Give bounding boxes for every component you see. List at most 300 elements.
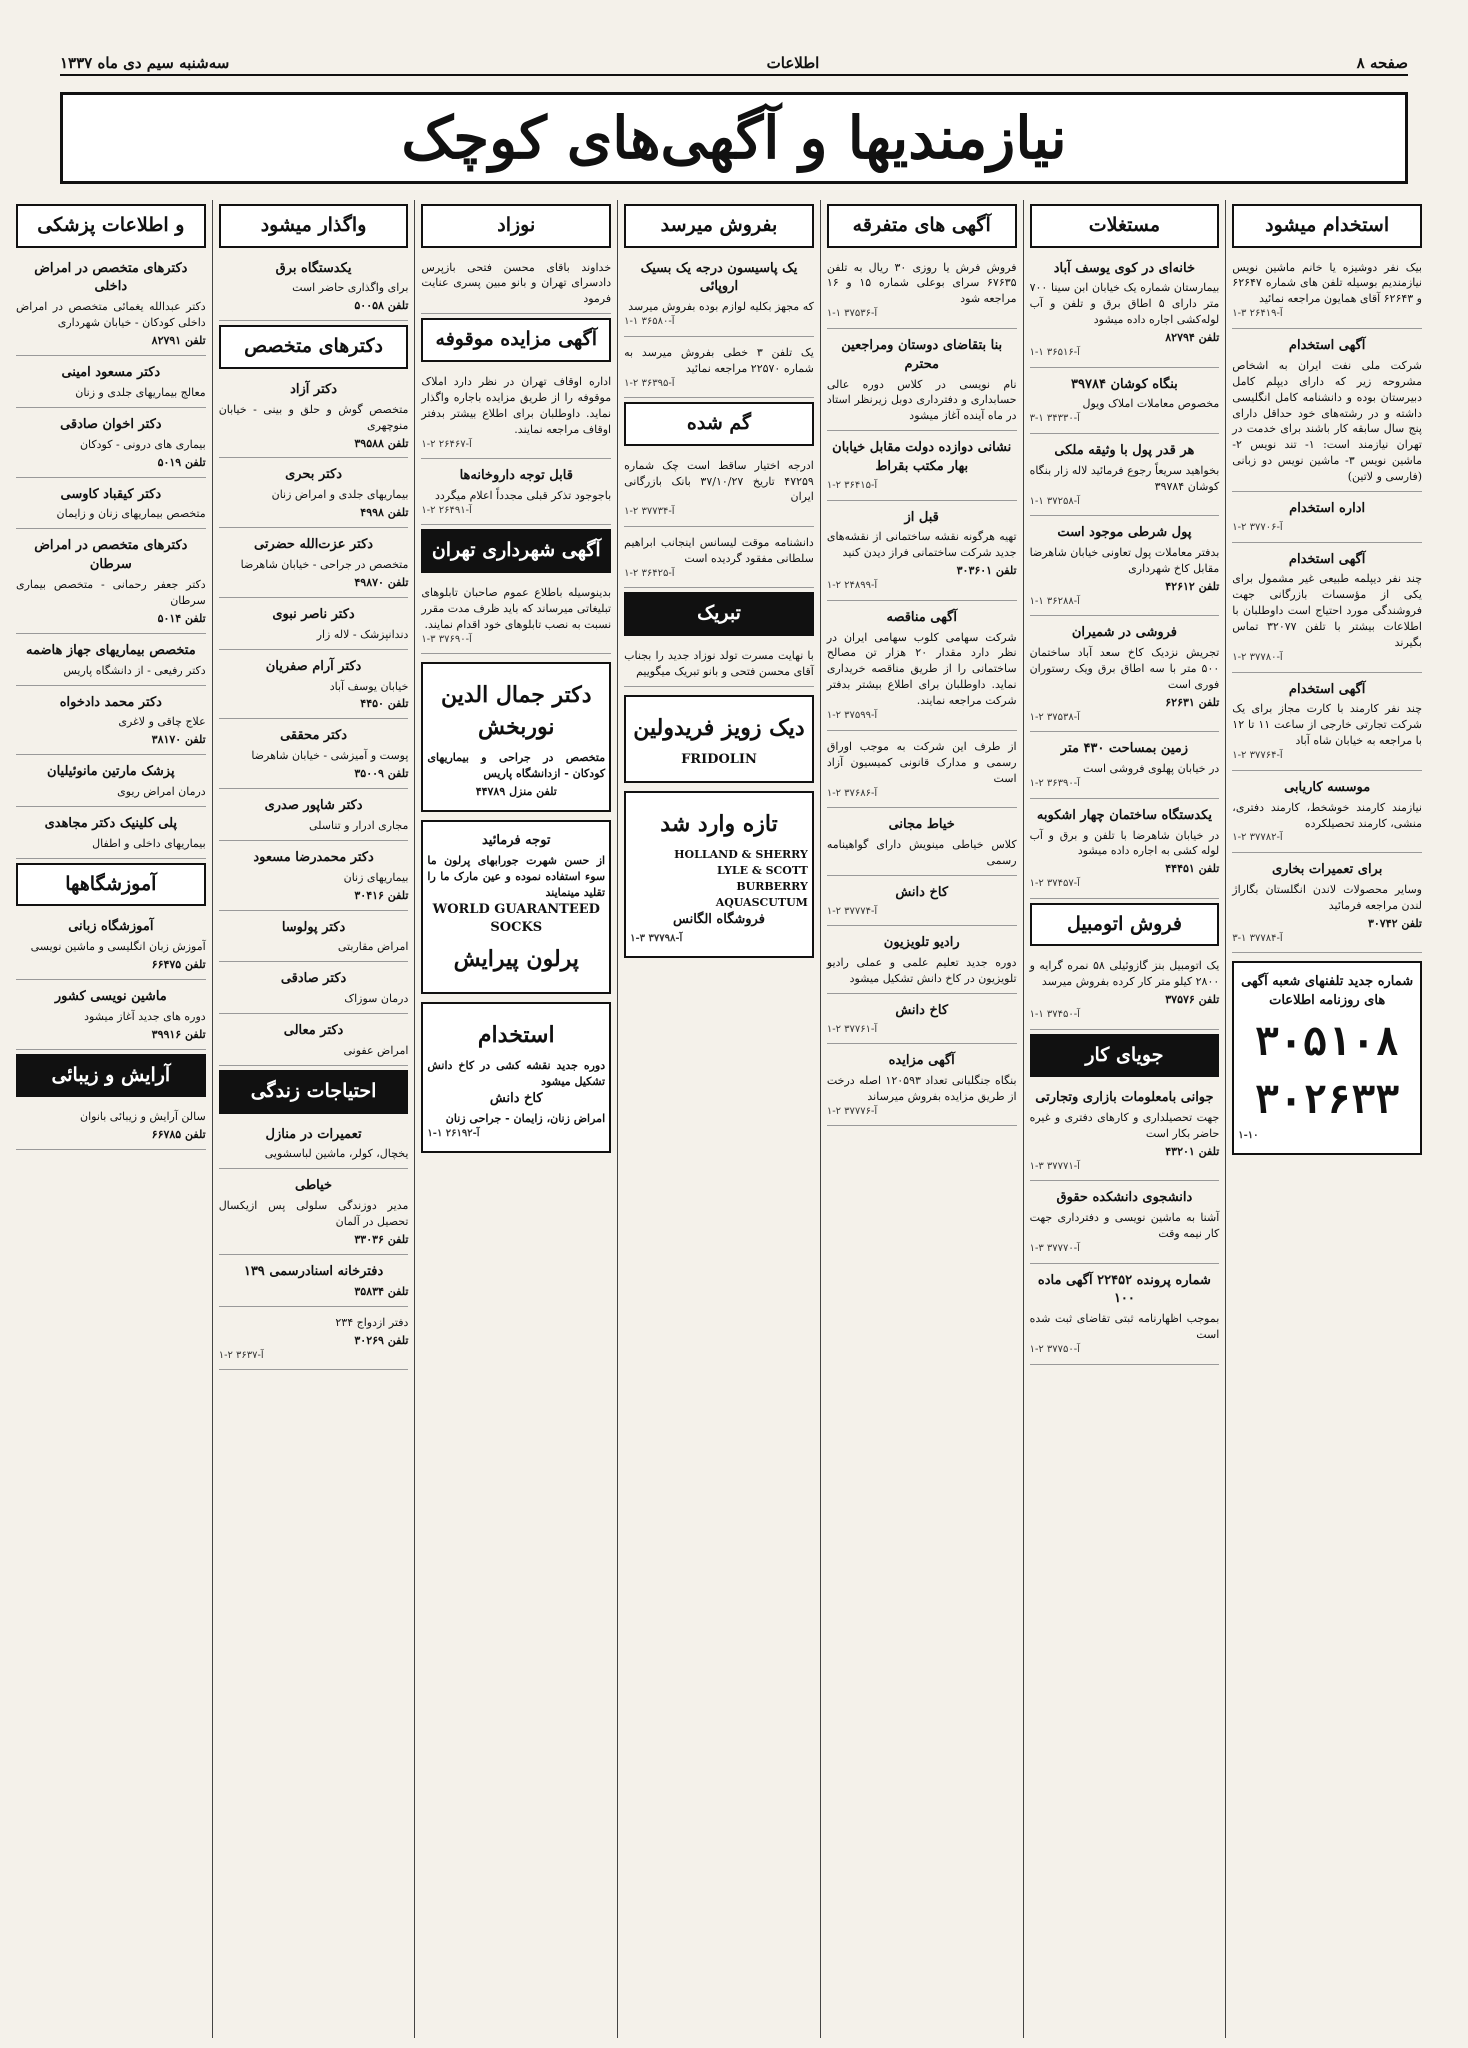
ad-item: [219, 1311, 409, 1370]
ad-text: در خیابان پهلوی فروشی است: [1082, 762, 1220, 776]
ad-item: [827, 605, 1017, 731]
ad-item: [219, 377, 409, 459]
column-6: [212, 200, 415, 2038]
ad-phone: تلفن ۳۵۸۳۴: [354, 1284, 409, 1298]
column-heading: استخدام میشود: [1232, 204, 1422, 248]
column-heading: بفروش میرسد: [624, 204, 814, 248]
ad-text: مدیر دوزندگی سلولی پس ازیکسال تحصیل در آلمان: [218, 1199, 409, 1229]
ad-item: [827, 735, 1017, 808]
page-header: [60, 52, 1408, 76]
ad-title: دکتر مسعود امینی: [61, 365, 161, 381]
perlon-product-name: پرلون پیرایش: [453, 946, 579, 973]
ad-text: علاج چاقی و لاغری: [118, 715, 206, 729]
ad-title: قابل توجه داروخانه‌ها: [459, 468, 573, 484]
ad-phone: تلفن ۸۲۷۹۴: [1165, 331, 1220, 345]
banner-title: نیازمندیها و آگهی‌های کوچک: [401, 104, 1067, 172]
ad-title: دکتر محمدرضا مسعود: [253, 849, 374, 865]
ad-reference: آ-۳۷۲۵۸ ۱-۱: [1029, 495, 1080, 507]
ad-title: هر قدر پول با وثیقه ملکی: [1054, 442, 1195, 458]
ad-item: [16, 482, 206, 530]
ad-phone: تلفن ۳۰۳۶۰۱: [956, 564, 1017, 578]
ad-phone: تلفن ۳۷۵۷۶: [1165, 993, 1220, 1007]
column-2: [1023, 200, 1226, 2038]
ad-title: پول شرطی موجود است: [1057, 525, 1192, 541]
ad-title: اداره استخدام: [1289, 501, 1366, 517]
ad-title: دکترهای متخصص در امراض داخلی: [34, 260, 188, 295]
ad-title: شماره پرونده ۲۲۴۵۲ آگهی ماده ۱۰۰: [1037, 1272, 1211, 1307]
ad-title: دکتر اخوان صادقی: [60, 416, 162, 432]
product-name: دیک زویز فریدولین: [633, 714, 805, 741]
ad-reference: آ-۳۷۷۶۱ ۲-۱: [826, 1023, 878, 1035]
ad-text: با نهایت مسرت تولد نوزاد جدید را بجناب آقای محسن فتحی و بانو تبریک میگوییم: [624, 648, 814, 678]
ad-item: [1232, 256, 1422, 329]
column-heading: و اطلاعات پزشکی: [16, 204, 206, 248]
ad-title: برای تعمیرات بخاری: [1271, 861, 1383, 877]
ad-title: دکتر آرام صفریان: [265, 658, 362, 674]
ad-item: [827, 930, 1017, 994]
ad-item: [219, 793, 409, 841]
clinic-ref: آ-۲۶۱۹۲ ۱-۱: [427, 1127, 480, 1139]
ad-item: [16, 759, 206, 807]
ad-title: دکتر آزاد: [290, 381, 337, 397]
ad-phone: تلفن ۵۰۰۵۸: [354, 299, 409, 313]
ad-text: جهت تحصیلداری و کارهای دفتری و غیره حاضر بکار است: [1029, 1111, 1220, 1141]
column-5: [414, 200, 617, 2038]
phone-notice-title: شماره جدید تلفنهای شعبه آگهی های روزنامه اطلاعات: [1241, 974, 1414, 1008]
hire-title: استخدام: [477, 1022, 555, 1049]
ad-reference: آ-۳۷۷۷۱ ۳-۱: [1029, 1160, 1080, 1172]
ad-text: بدینوسیله باطلاع عموم صاحبان تابلوهای تبلیغاتی میرساند که باید ظرف مدت مقرر نسبت به نصب تابلوهای خود اقدام نمایند.: [421, 585, 612, 631]
ad-item: [16, 914, 206, 980]
ad-phone: تلفن ۴۲۶۱۲: [1165, 579, 1220, 593]
ad-text: باجوجود تذکر قبلی مجدداً اعلام میگردد: [434, 489, 612, 502]
ad-item: [219, 654, 409, 720]
ad-item: [827, 256, 1017, 329]
ad-title: دکتر ناصر نبوی: [272, 606, 355, 622]
ad-item: [827, 333, 1017, 432]
ad-reference: آ-۳۴۳۳۰ ۱-۳: [1029, 413, 1080, 425]
ad-title: آگهی استخدام: [1288, 337, 1366, 353]
ad-title: متخصص بیماریهای جهاز هاضمه: [25, 642, 196, 658]
ad-item: [1030, 438, 1220, 516]
section-heading: آرایش و زیبائی: [16, 1054, 206, 1098]
ad-item: [624, 341, 814, 398]
notice-title: توجه فرمائید: [481, 832, 551, 848]
ad-item: [1232, 775, 1422, 853]
ad-item: [1030, 736, 1220, 798]
ad-title: دفترخانه اسنادرسمی ۱۳۹: [243, 1263, 384, 1279]
ad-item: [1030, 1085, 1220, 1181]
hire-text: دوره جدید نقشه کشی در کاخ دانش تشکیل میشود: [427, 1059, 606, 1088]
ad-title: دکتر صادقی: [280, 971, 347, 987]
ad-title: دکتر شاپور صدری: [264, 798, 363, 814]
brand-name: HOLLAND & SHERRY: [674, 848, 808, 862]
column-4: [617, 200, 820, 2038]
ad-item: [16, 690, 206, 756]
ad-item: [16, 360, 206, 408]
ad-text: بنگاه جنگلبانی تعداد ۱۲۰۵۹۳ اصله درخت از طریق مزایده بفروش میرساند: [826, 1074, 1017, 1103]
ad-title: یکدستگاه برق: [275, 260, 352, 276]
ad-title: تعمیرات در منازل: [265, 1126, 362, 1142]
section-heading: گم شده: [624, 402, 814, 446]
ad-title: جوانی بامعلومات بازاری وتجارتی: [1035, 1090, 1214, 1106]
ad-item: [16, 811, 206, 859]
ad-item: [219, 966, 409, 1014]
ad-phone: تلفن ۵۰۱۹: [157, 455, 206, 469]
ad-text: دوره های جدید آغاز میشود: [84, 1010, 206, 1023]
ad-reference: آ-۳۷۷۵۰ ۲-۱: [1029, 1344, 1080, 1356]
ad-title: آموزشگاه زبانی: [68, 919, 154, 935]
ad-item: [1232, 857, 1422, 953]
ad-phone: تلفن ۴۹۸۷۰: [354, 575, 409, 589]
ad-text: بیماریهای زنان: [343, 870, 409, 884]
ad-phone: تلفن ۶۶۷۸۵: [151, 1128, 206, 1142]
ad-text: درمان امراض ریوی: [117, 785, 206, 799]
ad-text: امراض مقاربتی: [337, 940, 409, 954]
ad-reference: آ-۳۷۵۳۶ ۱-۱: [826, 308, 878, 320]
ad-text: بیماریهای جلدی و امراض زنان: [271, 488, 409, 502]
ad-reference: آ-۳۷۷۳۴ ۲-۱: [624, 506, 675, 518]
ad-item: [1030, 520, 1220, 616]
ad-title: موسسه کاریابی: [1284, 779, 1371, 795]
ad-item: [1232, 496, 1422, 542]
ad-text: نام نویسی در کلاس دوره عالی حسابداری و دفترداری دوبل زیرنظر استاد در ماه آینده آغاز میشود: [826, 377, 1017, 423]
ad-title: رادیو تلویزیون: [883, 935, 960, 951]
section-heading: فروش اتومبیل: [1030, 903, 1220, 947]
fabric-ad-title: تازه وارد شد: [660, 811, 778, 838]
ad-reference: آ-۳۶۵۸۰ ۱-۱: [624, 316, 675, 328]
ad-phone: تلفن ۶۶۴۷۵: [151, 958, 206, 972]
ad-text: دوره جدید تعلیم علمی و عملی رادیو تلویزیون در کاخ دانش تشکیل میشود: [826, 955, 1017, 985]
ad-item: [1030, 256, 1220, 368]
ad-reference: آ-۳۷۶۸۶ ۲-۱: [826, 787, 878, 799]
ad-title: زمین بمساحت ۴۳۰ متر: [1060, 741, 1188, 757]
ad-title: دکتر کیقباد کاوسی: [60, 486, 162, 502]
ad-item: [219, 723, 409, 789]
ad-phone: تلفن ۴۹۹۸: [360, 506, 409, 520]
ad-title: آگهی استخدام: [1288, 681, 1366, 697]
ad-title: خیاطی: [294, 1178, 333, 1194]
column-3: [820, 200, 1023, 2038]
ad-reference: آ-۲۴۸۹۹ ۲-۱: [826, 580, 878, 592]
section-heading: آموزشگاهها: [16, 863, 206, 907]
fabric-ad: [624, 791, 814, 958]
ad-item: [219, 256, 409, 322]
ad-title: ماشین نویسی کشور: [54, 989, 167, 1005]
ad-reference: آ-۳۷۴۵۷ ۲-۱: [1029, 878, 1080, 890]
ad-item: [827, 998, 1017, 1044]
ad-item: [16, 412, 206, 478]
ad-text: کلاس خیاطی مینویش دارای گواهینامه رسمی: [826, 837, 1017, 867]
ad-title: کاخ دانش: [895, 1002, 949, 1018]
paper-name: اطلاعات: [766, 54, 820, 72]
ad-columns: [10, 200, 1428, 2038]
fridolin-ad: [624, 695, 814, 784]
ad-title: یک پاسیسون درجه یک بسیک اروپائی: [640, 260, 798, 295]
ad-reference: آ-۳۶۳۹۵ ۲-۱: [624, 377, 675, 389]
ad-text: دانشنامه موقت لیسانس اینجانب ابراهیم سلطانی مفقود گردیده است: [624, 535, 814, 565]
phone-number: ۳۰۵۱۰۸: [1254, 1018, 1400, 1065]
ad-text: بیماری های درونی - کودکان: [79, 437, 206, 451]
ad-phone: تلفن ۳۵۰۰۹: [354, 767, 409, 781]
ad-text: متخصص بیماریهای زنان و زایمان: [56, 507, 206, 521]
ad-text: بیمارستان شماره یک خیابان ابن سینا ۷۰۰ متر دارای ۵ اطاق برق و تلفن و آب لوله‌کشی اجاره داده میشود: [1029, 281, 1220, 327]
ad-item: [827, 435, 1017, 500]
ad-reference: آ-۳۷۷۶۴ ۲-۱: [1232, 750, 1283, 762]
ad-title: خیاط مجانی: [888, 817, 955, 833]
ad-text: برای واگذاری حاضر است: [292, 281, 409, 295]
ad-text: متخصص گوش و حلق و بینی - خیابان منوچهری: [218, 402, 409, 432]
ad-item: [827, 812, 1017, 876]
ad-item: [16, 533, 206, 634]
ad-title: پزشک مارتین مانوئیلیان: [47, 764, 175, 780]
ad-text: نیازمند کارمند خوشخط، کارمند دفتری، منشی، کارمند تحصیلکرده: [1232, 800, 1422, 830]
ad-item: [1030, 1185, 1220, 1263]
ad-reference: آ-۳۷۵۳۸ ۲-۱: [1029, 711, 1080, 723]
ad-title: یکدستگاه ساختمان چهار اشکوبه: [1036, 807, 1212, 823]
ad-text: بموجب اظهارنامه ثبتی تقاضای ثبت شده است: [1029, 1312, 1220, 1342]
ad-text: خیابان یوسف آباد: [329, 679, 409, 693]
ad-text: معالج بیماریهای جلدی و زنان: [75, 385, 206, 399]
section-heading: دکترهای متخصص: [219, 325, 409, 369]
ad-item: [219, 532, 409, 598]
phone-notice-ref: ۱-۱۰: [1238, 1129, 1259, 1141]
ad-title: دکتر عزت‌الله حضرتی: [254, 537, 374, 553]
ad-phone: تلفن ۳۹۹۱۶: [151, 1027, 206, 1041]
ad-title: نشانی دوازده دولت مقابل خیابان بهار مکتب بقراط: [832, 440, 1012, 475]
ad-text: ادرجه اختیار ساقط است چک شماره ۴۷۲۵۹ تاریخ ۳۷/۱۰/۲۷ بانک بازرگانی ایران: [624, 458, 814, 504]
ad-phone: تلفن ۴۴۴۵۱: [1165, 862, 1220, 876]
doctor-name: دکتر جمال الدین نوربخش: [440, 682, 592, 741]
ad-title: قبل از: [904, 509, 939, 525]
ad-item: [421, 581, 611, 654]
ad-reference: آ-۳۷۷۸۲ ۲-۱: [1232, 832, 1283, 844]
ad-item: [1232, 677, 1422, 771]
section-heading: جویای کار: [1030, 1034, 1220, 1078]
ad-text: درمان سوزاک: [344, 992, 409, 1006]
ad-phone: تلفن ۳۰۴۱۶: [354, 888, 409, 902]
ad-item: [219, 915, 409, 963]
ad-phone: تلفن ۳۹۵۸۸: [354, 436, 409, 450]
perlon-ad: [421, 820, 611, 994]
ad-item: [219, 1259, 409, 1307]
ad-item: [219, 462, 409, 528]
ad-item: [624, 644, 814, 687]
ad-text: بخواهید سریعاً رجوع فرمائید لاله زار بنگاه کوشان ۳۹۷۸۴: [1029, 463, 1220, 493]
ad-title: دکتر بحری: [285, 467, 343, 483]
doctor-ad: [421, 662, 611, 812]
ad-text: پوست و آمیزشی - خیابان شاهرضا: [251, 749, 409, 763]
hire-ad: [421, 1002, 611, 1153]
notice-text: از حسن شهرت جورابهای پرلون ما سوء استفاده نموده و عین مارک ما را تقلید مینمایند: [427, 853, 606, 899]
ad-item: [16, 984, 206, 1050]
section-heading: آگهی شهرداری تهران: [421, 529, 611, 573]
ad-reference: آ-۳۶۳۷ ۲-۱: [218, 1349, 264, 1361]
ad-text: شرکت ملی نفت ایران به اشخاص مشروحه زیر که دارای دیپلم کامل دبیرستان بوده و دانشنامه کامل انگلیسی داشته و در رشته‌های خود حداقل دارای پنج سال سابقه کار باشند برای خدمت در تهران نیازمند است: ۱- تند نویس ۲- ماشین نویس ۳- ماشین نویس دو زبانی (فارسی و لاتین): [1232, 358, 1422, 484]
ad-text: که مجهز بکلیه لوازم بوده بفروش میرسد: [628, 300, 814, 314]
column-heading: نوزاد: [421, 204, 611, 248]
ad-title: دکتر معالی: [283, 1023, 344, 1039]
ad-item: [1030, 620, 1220, 732]
ad-text: دکتر عبدالله یغمائی متخصص در امراض داخلی کودکان - خیابان شهرداری: [15, 300, 206, 330]
ad-text: شرکت سهامی کلوب سهامی ایران در نظر دارد مقدار ۲۰ هزار تن مصالح ساختمانی را از طریق مناقصه خریداری نماید. داوطلبان برای اطلاع بیشتر بدفتر شرکت مراجعه نمایند.: [826, 630, 1017, 708]
ad-text: یک اتومبیل بنز گازوئیلی ۵۸ نمره گرایه و ۲۸۰۰ کیلو متر کار کرده بفروش میرسد: [1029, 959, 1220, 989]
ad-reference: آ-۳۷۴۵۰ ۱-۱: [1029, 1009, 1080, 1021]
ad-item: [624, 454, 814, 527]
ad-reference: آ-۳۷۷۰۶ ۲-۱: [1232, 522, 1283, 534]
section-heading: آگهی مزایده موقوفه: [421, 318, 611, 362]
ad-item: [1030, 954, 1220, 1029]
ad-item: [16, 638, 206, 686]
ad-reference: آ-۳۷۷۸۰ ۲-۱: [1232, 652, 1283, 664]
ad-text: وسایر محصولات لاندن انگلستان بگاراژ لندن مراجعه فرمائید: [1232, 882, 1422, 912]
ad-title: بنا بتقاضای دوستان ومراجعین محترم: [841, 337, 1003, 372]
ad-title: فروشی در شمیران: [1071, 625, 1178, 641]
ad-item: [219, 1018, 409, 1066]
ad-item: [624, 256, 814, 337]
ad-title: بنگاه کوشان ۳۹۷۸۴: [1071, 376, 1178, 392]
ad-title: پلی کلینیک دکتر مجاهدی: [44, 816, 178, 832]
ad-title: خانه‌ای در کوی یوسف آباد: [1053, 260, 1196, 276]
ad-text: سالن آرایش و زیبائی بانوان: [80, 1110, 206, 1124]
ad-item: [16, 1105, 206, 1150]
ad-text: متخصص در جراحی - خیابان شاهرضا: [240, 558, 409, 572]
ad-item: [421, 256, 611, 315]
ad-text: چند نفر کارمند با کارت مجاز برای یک شرکت تجارتی خارجی از ساعت ۱۱ تا ۱۲ با مراجعه به خیابان شاه آباد: [1232, 702, 1422, 748]
section-heading: احتیاجات زندگی: [219, 1070, 409, 1114]
ad-text: مخصوص معاملات املاک ویول: [1082, 397, 1220, 411]
brand-name: LYLE & SCOTT: [716, 864, 808, 878]
ad-item: [827, 880, 1017, 926]
ad-text: دکتر جعفر رحمانی - متخصص بیماری سرطان: [15, 578, 206, 607]
ad-item: [1232, 333, 1422, 492]
product-latin-name: FRIDOLIN: [681, 751, 757, 767]
page-date: سه‌شنبه سیم دی ماه ۱۳۳۷: [60, 54, 230, 72]
ad-title: آگهی استخدام: [1288, 551, 1366, 567]
ad-text: چند نفر دیپلمه طبیعی غیر مشمول برای یکی از مؤسسات بازرگانی جهت فروشندگی مورد احتیاج است داوطلبان با اطلاعات بیشتر با تلفن ۳۲۰۷۷ تماس بگیرند: [1232, 572, 1422, 650]
phone-notice-box: [1232, 961, 1422, 1155]
store-reference: آ-۳۷۷۹۸ ۳-۱: [630, 932, 683, 944]
ad-text: دندانپزشک - لاله زار: [316, 627, 409, 641]
ad-phone: تلفن ۸۲۷۹۱: [151, 334, 206, 348]
ad-phone: تلفن ۳۰۲۶۹: [354, 1333, 409, 1347]
page-number: صفحه ۸: [1356, 54, 1408, 72]
ad-reference: آ-۳۶۲۸۸ ۱-۱: [1029, 595, 1080, 607]
ad-text: بیماریهای داخلی و اطفال: [92, 836, 206, 850]
ad-item: [421, 370, 611, 459]
ad-item: [827, 1048, 1017, 1126]
ad-reference: آ-۲۶۴۹۱ ۲-۱: [421, 504, 472, 516]
doctor-description: متخصص در جراحی و بیماریهای کودکان - ازدانشگاه پاریس: [427, 751, 606, 781]
ad-reference: آ-۳۶۴۱۵ ۲-۱: [826, 480, 878, 492]
ad-item: [421, 463, 611, 525]
column-heading: واگذار میشود: [219, 204, 409, 248]
ad-reference: آ-۳۷۷۷۶ ۲-۱: [826, 1105, 878, 1117]
ad-title: دکتر محمد دادخواه: [59, 694, 162, 710]
ad-text: تهیه هرگونه نقشه ساختمانی از نقشه‌های جدید شرکت ساختمانی فراز دیدن کنید: [826, 530, 1017, 560]
ad-text: خداوند باقای محسن فتحی بازپرس دادسرای تهران و بانو مبین پسری عنایت فرمود: [421, 260, 612, 306]
ad-text: آشنا به ماشین نویسی و دفترداری جهت کار نیمه وقت: [1029, 1211, 1220, 1241]
ad-text: از طرف این شرکت به موجب اوراق رسمی و مدارک قانونی کمیسیون آزاد است: [826, 739, 1017, 785]
section-heading: تبریک: [624, 592, 814, 636]
ad-reference: آ-۳۶۳۹۰ ۲-۱: [1029, 778, 1080, 790]
store-name: فروشگاه الگانس: [673, 912, 765, 928]
column-1: [1225, 200, 1428, 2038]
ad-item: [1232, 547, 1422, 673]
ad-item: [827, 505, 1017, 601]
ad-phone: تلفن ۴۳۲۰۱: [1165, 1144, 1220, 1158]
ad-text: دکتر رفیعی - از دانشگاه پاریس: [63, 663, 206, 677]
ad-text: یخچال، کولر، ماشین لباسشویی: [264, 1147, 409, 1161]
phone-number: ۳۰۲۶۳۳: [1254, 1076, 1400, 1123]
ad-reference: آ-۳۶۵۱۶ ۱-۱: [1029, 347, 1080, 359]
ad-phone: تلفن ۳۰۷۴۲: [1367, 916, 1422, 930]
ad-phone: تلفن ۳۸۱۷۰: [151, 733, 206, 747]
ad-text: دفتر ازدواج ۲۳۴: [335, 1315, 409, 1329]
ad-reference: آ-۳۶۴۲۵ ۲-۱: [624, 567, 675, 579]
ad-item: [219, 1122, 409, 1170]
ad-text: تجریش نزدیک کاخ سعد آباد ساختمان ۵۰۰ متر با سه اطاق برق ویک رستوران فوری است: [1029, 646, 1220, 692]
ad-text: اداره اوقاف تهران در نظر دارد املاک موقوفه را از طریق مزایده باجاره واگذار نماید. داوطلبان برای اطلاع بیشتر بدفتر اوقاف مراجعه نمایند.: [421, 374, 612, 436]
column-heading: مستغلات: [1030, 204, 1220, 248]
ad-text: یک تلفن ۳ خطی بفروش میرسد به شماره ۲۲۵۷۰ مراجعه نمائید: [624, 345, 814, 375]
ad-phone: تلفن ۳۳۰۳۶: [354, 1233, 409, 1247]
ad-title: آگهی مزایده: [888, 1053, 955, 1069]
ad-reference: آ-۳۷۷۷۰ ۳-۱: [1029, 1243, 1080, 1255]
ad-phone: تلفن ۶۲۶۳۱: [1165, 695, 1220, 709]
ad-reference: آ-۳۷۶۹۰ ۳-۱: [421, 633, 472, 645]
ad-item: [16, 256, 206, 357]
column-heading: آگهی های متفرقه: [827, 204, 1017, 248]
ad-reference: آ-۳۷۵۹۹ ۲-۱: [826, 710, 878, 722]
ad-item: [624, 531, 814, 588]
section-banner: [60, 92, 1408, 184]
hire-org: کاخ دانش: [489, 1090, 543, 1106]
ad-phone: تلفن ۵۰۱۴: [157, 611, 206, 625]
ad-item: [219, 602, 409, 650]
brand-name: AQUASCUTUM: [715, 896, 808, 910]
socks-label: WORLD GUARANTEED SOCKS: [432, 901, 600, 936]
clinic-text: امراض زنان، زایمان - جراحی زنان: [445, 1111, 606, 1125]
ad-title: دانشجوی دانشکده حقوق: [1056, 1190, 1193, 1206]
ad-title: آگهی مناقصه: [886, 609, 957, 625]
ad-title: دکتر محققی: [280, 728, 348, 744]
ad-reference: آ-۳۷۷۷۴ ۲-۱: [826, 905, 878, 917]
ad-item: [1030, 372, 1220, 434]
ad-text: مجاری ادرار و تناسلی: [308, 818, 409, 832]
ad-item: [1030, 803, 1220, 899]
ad-title: دکتر پولوسا: [281, 919, 346, 935]
ad-reference: آ-۲۶۴۶۷ ۲-۱: [421, 438, 472, 450]
column-7: [10, 200, 212, 2038]
ad-reference: آ-۲۶۴۱۹ ۳-۱: [1232, 308, 1283, 320]
ad-text: فروش فرش یا روزی ۳۰ ریال به تلفن ۶۷۶۳۵ سرای بوعلی شماره ۱۵ و ۱۶ مراجعه شود: [826, 260, 1017, 306]
ad-text: بدفتر معاملات پول تعاونی خیابان شاهرضا مقابل کاخ شهرداری: [1029, 545, 1220, 575]
brand-name: BURBERRY: [736, 880, 808, 894]
ad-item: [1030, 1268, 1220, 1365]
ad-reference: آ-۳۷۷۸۴ ۱-۳: [1232, 932, 1283, 944]
doctor-phone: تلفن منزل ۴۴۷۸۹: [475, 784, 557, 798]
ad-text: امراض عفونی: [343, 1044, 409, 1058]
ad-text: در خیابان شاهرضا با تلفن و برق و آب لوله کشی به اجاره داده میشود: [1029, 828, 1220, 858]
ad-title: کاخ دانش: [895, 884, 949, 900]
ad-text: آموزش زبان انگلیسی و ماشین نویسی: [30, 940, 206, 954]
ad-item: [219, 845, 409, 911]
ad-text: بیک نفر دوشیزه یا خانم ماشین نویس نیازمندیم بوسیله تلفن های شماره ۶۲۶۴۷ و ۶۲۶۴۳ آقای همایون مراجعه نمائید: [1232, 260, 1422, 306]
ad-phone: تلفن ۴۴۵۰: [360, 697, 409, 711]
ad-item: [219, 1173, 409, 1255]
ad-title: دکترهای متخصص در امراض سرطان: [34, 538, 188, 573]
